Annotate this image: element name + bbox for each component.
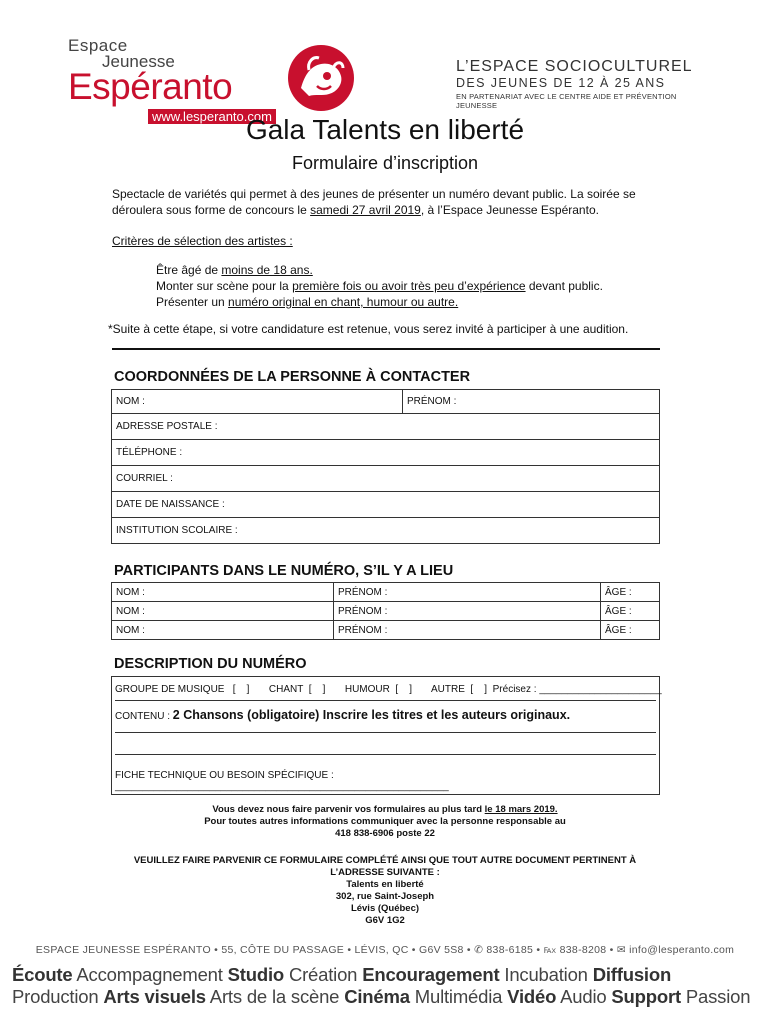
tagline-word: Vidéo	[507, 986, 557, 1007]
participant-age-label: ÂGE :	[605, 605, 632, 617]
table-row	[112, 602, 660, 621]
criterion-original-text: Présenter un	[156, 295, 229, 309]
contact-prenom-field[interactable]	[403, 390, 660, 414]
contenu-answer-line[interactable]	[115, 732, 656, 733]
tagline-line-2	[12, 986, 762, 1008]
org-line-2: DES JEUNES DE 12 À 25 ANS	[456, 76, 666, 90]
participant-prenom-field[interactable]	[334, 583, 601, 602]
contact-prenom-label: PRÉNOM :	[407, 396, 457, 407]
logo-line-esperanto: Espéranto	[68, 66, 233, 107]
contact-birthdate-field[interactable]	[112, 492, 660, 518]
tagline-word: Multimédia	[409, 986, 508, 1007]
criterion-original	[156, 294, 676, 310]
page-title: Gala Talents en liberté	[245, 114, 525, 145]
criteria-heading	[112, 233, 293, 249]
intro-text-1: Spectacle de variétés qui permet à des jeunes de présenter un numéro devant public. La soirée se déroulera sous forme de concours le	[112, 187, 636, 217]
mailing-city: Lévis (Québec)	[350, 903, 420, 914]
organization-logo	[68, 36, 288, 124]
participant-age-field[interactable]	[601, 602, 660, 621]
tagline-word: Incubation	[499, 964, 593, 985]
contenu-label: CONTENU :	[115, 711, 173, 722]
deadline-info	[0, 804, 770, 840]
table-row	[112, 621, 660, 640]
logo-line-jeunesse: Jeunesse	[102, 52, 175, 71]
contenu-answer-line[interactable]	[115, 754, 656, 755]
participants-table	[111, 582, 660, 640]
tagline-line-1	[12, 964, 762, 986]
divider	[115, 700, 656, 701]
participant-prenom-label: PRÉNOM :	[338, 586, 388, 598]
mailing-line-1: VEUILLEZ FAIRE PARVENIR CE FORMULAIRE COMPLÉTÉ AINSI QUE TOUT AUTRE DOCUMENT PERTINENT À	[133, 855, 637, 866]
participant-prenom-field[interactable]	[334, 602, 601, 621]
contact-phone-number: 418 838-6906 poste 22	[335, 828, 435, 839]
description-box	[111, 676, 660, 795]
contact-address-field[interactable]	[112, 414, 660, 440]
deadline-line	[0, 804, 770, 816]
tagline-word: Accompagnement	[72, 964, 228, 985]
contact-nom-label: NOM :	[116, 396, 145, 407]
contact-info-line: Pour toutes autres informations communiquer avec la personne responsable au	[204, 816, 566, 827]
mailing-street: 302, rue Saint-Joseph	[335, 891, 435, 902]
participant-nom-label: NOM :	[116, 624, 145, 636]
description-section-title: DESCRIPTION DU NUMÉRO	[114, 656, 307, 672]
tagline-word: Diffusion	[592, 964, 672, 985]
criterion-experience	[156, 278, 676, 294]
criteria-list	[156, 262, 676, 310]
mailing-postal-code: G6V 1G2	[365, 915, 405, 926]
mascot-emblem-icon	[287, 44, 355, 112]
participant-nom-label: NOM :	[116, 605, 145, 617]
contact-birthdate-label: DATE DE NAISSANCE :	[116, 499, 225, 510]
contact-phone-label: TÉLÉPHONE :	[116, 447, 183, 458]
participant-nom-label: NOM :	[116, 586, 145, 598]
tagline-word: Encouragement	[362, 964, 500, 985]
participant-age-field[interactable]	[601, 583, 660, 602]
contact-school-field[interactable]	[112, 518, 660, 544]
tagline-word: Création	[284, 964, 363, 985]
intro-text-2: , à l’Espace Jeunesse Espéranto.	[420, 203, 599, 217]
participant-prenom-label: PRÉNOM :	[338, 624, 388, 636]
tagline-word: Studio	[227, 964, 284, 985]
contact-email-label: COURRIEL :	[116, 473, 173, 484]
performance-type-options[interactable]: GROUPE DE MUSIQUE [ ] CHANT [ ] HUMOUR [ ] AUTRE [ ] Précisez : ______________________	[115, 684, 662, 695]
contact-phone-field[interactable]	[112, 440, 660, 466]
tagline-word: Cinéma	[344, 986, 410, 1007]
event-date: samedi 27 avril 2019	[310, 203, 421, 217]
contact-school-label: INSTITUTION SCOLAIRE :	[116, 525, 238, 536]
criterion-age-emphasis: moins de 18 ans.	[221, 263, 313, 277]
mailing-instructions	[0, 855, 770, 927]
intro-paragraph	[112, 186, 672, 218]
criterion-age	[156, 262, 676, 278]
criterion-original-emphasis: numéro original en chant, humour ou autre.	[228, 295, 459, 309]
divider	[112, 348, 660, 350]
deadline-text: Vous devez nous faire parvenir vos formulaires au plus tard	[212, 804, 485, 815]
participant-nom-field[interactable]	[112, 621, 334, 640]
participant-nom-field[interactable]	[112, 602, 334, 621]
contenu-row	[115, 708, 570, 722]
participant-age-label: ÂGE :	[605, 624, 632, 636]
audition-note: *Suite à cette étape, si votre candidature est retenue, vous serez invité à participer à une audition.	[108, 322, 629, 336]
tagline-word: Support	[611, 986, 681, 1007]
table-row	[112, 583, 660, 602]
organization-tagline	[456, 58, 716, 110]
criterion-experience-text: Monter sur scène pour la	[156, 279, 293, 293]
participant-prenom-label: PRÉNOM :	[338, 605, 388, 617]
participant-age-field[interactable]	[601, 621, 660, 640]
criterion-experience-end: devant public.	[525, 279, 603, 293]
mailing-recipient: Talents en liberté	[346, 879, 424, 890]
services-tagline	[12, 964, 762, 1008]
criteria-heading-text: Critères de sélection des artistes :	[112, 234, 293, 248]
mailing-line-2: L’ADRESSE SUIVANTE :	[330, 867, 440, 878]
technical-needs-field[interactable]: FICHE TECHNIQUE OU BESOIN SPÉCIFIQUE : ____________________________________________________________	[115, 770, 449, 792]
criterion-age-text: Être âgé de	[156, 263, 222, 277]
logo-line-espace: Espace	[68, 36, 128, 55]
org-line-1: L’ESPACE SOCIOCULTUREL	[456, 58, 693, 75]
tagline-word: Arts visuels	[103, 986, 206, 1007]
contact-email-field[interactable]	[112, 466, 660, 492]
contact-section-title: COORDONNÉES DE LA PERSONNE À CONTACTER	[114, 369, 471, 385]
deadline-date: le 18 mars 2019.	[484, 804, 558, 815]
organization-address-bar: ESPACE JEUNESSE ESPÉRANTO • 55, CÔTE DU PASSAGE • LÉVIS, QC • G6V 5S8 • ✆ 838-6185 • ℻ 838-8208 • ✉ info@lesperanto.com	[35, 944, 735, 956]
contact-form-table	[111, 389, 660, 544]
tagline-word: Passion	[680, 986, 751, 1007]
contact-nom-field[interactable]	[112, 390, 403, 414]
tagline-word: Arts de la scène	[205, 986, 345, 1007]
tagline-word: Production	[12, 986, 104, 1007]
participant-prenom-field[interactable]	[334, 621, 601, 640]
participant-nom-field[interactable]	[112, 583, 334, 602]
participants-section-title: PARTICIPANTS DANS LE NUMÉRO, S’IL Y A LIEU	[114, 563, 454, 579]
criterion-experience-emphasis: première fois ou avoir très peu d’expérience	[292, 279, 526, 293]
contact-address-label: ADRESSE POSTALE :	[116, 421, 218, 432]
tagline-word: Écoute	[12, 964, 73, 985]
page-subtitle: Formulaire d’inscription	[291, 153, 479, 173]
logo-website-url[interactable]: www.lesperanto.com	[148, 109, 276, 124]
tagline-word: Audio	[556, 986, 612, 1007]
org-line-3: EN PARTENARIAT AVEC LE CENTRE AIDE ET PRÉVENTION JEUNESSE	[456, 92, 677, 110]
participant-age-label: ÂGE :	[605, 586, 632, 598]
contenu-instruction: 2 Chansons (obligatoire) Inscrire les titres et les auteurs originaux.	[172, 708, 571, 722]
